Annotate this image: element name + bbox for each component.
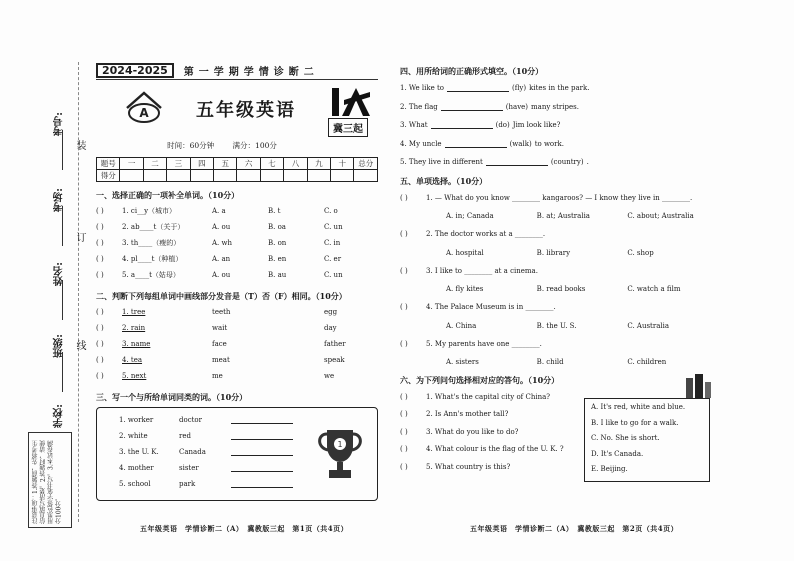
section3-title: 三、写一个与所给单词同类的词。（10分） — [96, 392, 248, 402]
section4-item — [400, 153, 718, 172]
question-text: 3. I like to ________ at a cinema. — [426, 266, 538, 275]
score-input-cell[interactable] — [307, 170, 330, 182]
question-cell — [96, 206, 212, 216]
answer-blank[interactable] — [445, 140, 507, 148]
answer-paren[interactable]: ( ) — [96, 255, 104, 263]
answer-paren[interactable]: ( ) — [96, 308, 104, 316]
section5-item — [400, 262, 718, 281]
score-input-cell[interactable] — [237, 170, 260, 182]
option-c: C. watch a film — [627, 285, 681, 293]
word-a: 1. tree — [122, 308, 146, 316]
word-c: speak — [324, 356, 345, 364]
answer-paren[interactable]: ( ) — [400, 230, 408, 239]
example-word: sister — [179, 464, 199, 472]
option-c: C. Australia — [627, 321, 670, 330]
section5-options — [400, 317, 718, 335]
option-c: C. in — [324, 239, 341, 247]
word-b: face — [212, 340, 227, 348]
question-text: 1. ci__y（城市） — [122, 207, 177, 215]
question-text: 2. Is Ann's mother tall? — [426, 410, 509, 419]
example-word: Canada — [179, 448, 206, 456]
section2-item — [96, 304, 388, 320]
word-b: meat — [212, 356, 230, 364]
score-input-cell[interactable] — [354, 170, 378, 182]
section6-answer-box — [584, 398, 710, 482]
footer-left: 五年级英语 学情诊断二（A） 冀教版三起 第1页（共4页） — [140, 524, 349, 533]
example-word: park — [179, 480, 196, 488]
sentence-start: 1. We like to — [400, 84, 445, 93]
option-b: B. on — [268, 239, 287, 247]
score-input-cell[interactable] — [331, 170, 354, 182]
score-input-cell[interactable] — [120, 170, 143, 182]
section4-item — [400, 135, 718, 154]
section5-options — [400, 280, 718, 298]
answer-option: D. It's Canada. — [591, 449, 644, 458]
answer-paren[interactable]: ( ) — [96, 223, 104, 231]
score-label-cell: 得分 — [97, 170, 120, 182]
question-text: 5. What country is this? — [426, 462, 511, 471]
score-header-cell: 九 — [307, 158, 330, 170]
answer-option: C. No. She is short. — [591, 434, 660, 442]
binding-mark: 装 — [74, 140, 85, 150]
sentence-end: Jim look like? — [512, 121, 561, 130]
score-header-cell: 一 — [120, 158, 143, 170]
word-b: teeth — [212, 308, 231, 316]
answer-paren[interactable]: ( ) — [400, 303, 408, 312]
answer-paren[interactable]: ( ) — [96, 372, 104, 380]
score-input-cell[interactable] — [143, 170, 166, 182]
score-value-row — [97, 170, 378, 182]
section5-title: 五、单项选择。（10分） — [400, 175, 488, 186]
word-b: wait — [212, 324, 228, 332]
answer-blank[interactable] — [447, 84, 509, 92]
score-header-cell: 四 — [190, 158, 213, 170]
edition-badge: 冀三起 — [328, 118, 368, 137]
answer-line[interactable] — [231, 416, 293, 424]
given-word: 2. white — [119, 432, 148, 440]
question-cell — [96, 372, 212, 380]
binding-underline — [62, 352, 63, 392]
score-header-cell: 七 — [260, 158, 283, 170]
option-a: A. ou — [212, 271, 231, 279]
option-b: B. the U. S. — [536, 321, 577, 330]
answer-blank[interactable] — [431, 121, 493, 129]
option-a: A. sisters — [446, 358, 479, 366]
option-b: B. en — [268, 255, 287, 263]
answer-paren[interactable]: ( ) — [96, 356, 104, 364]
score-header-cell: 二 — [143, 158, 166, 170]
title-row — [96, 86, 388, 138]
right-page — [400, 66, 718, 476]
question-cell — [96, 324, 212, 332]
section5-item — [400, 225, 718, 244]
binding-field-exam-number: 考号: — [54, 112, 65, 136]
answer-line[interactable] — [231, 448, 293, 456]
answer-option: E. Beijing. — [591, 465, 628, 473]
answer-line[interactable] — [231, 432, 293, 440]
answer-paren[interactable]: ( ) — [400, 339, 408, 348]
exam-title: 第一学期学情诊断二 — [183, 66, 319, 78]
section5-item — [400, 189, 718, 208]
answer-option: A. It's red, white and blue. — [591, 403, 686, 411]
word-hint: (country) — [550, 158, 584, 167]
binding-field-school: 学校: — [54, 404, 65, 428]
grade-title: 五年级英语 — [196, 100, 296, 121]
option-a: A. hospital — [446, 248, 484, 257]
question-text: 4. What colour is the flag of the U. K. ? — [426, 445, 564, 454]
option-a: A. ou — [212, 223, 231, 231]
answer-paren[interactable]: ( ) — [400, 462, 408, 471]
score-input-cell[interactable] — [284, 170, 307, 182]
question-text: 3. th____（瘦的） — [122, 239, 181, 247]
section5-options — [400, 207, 718, 225]
option-a: A. fly kites — [446, 285, 484, 293]
word-c: egg — [324, 308, 338, 316]
question-cell — [96, 340, 212, 348]
section1-item — [96, 203, 388, 219]
section2-item — [96, 320, 388, 336]
section1-title: 一、选择正确的一项补全单词。（10分） — [96, 190, 240, 200]
sentence-start: 3. What — [400, 121, 428, 130]
option-b: B. child — [536, 358, 564, 366]
question-text: 2. The doctor works at a ________. — [426, 230, 546, 239]
footer-right: 五年级英语 学情诊断二（A） 冀教版三起 第2页（共4页） — [470, 524, 679, 533]
binding-underline — [62, 280, 63, 320]
option-c: C. children — [627, 358, 667, 366]
answer-paren[interactable]: ( ) — [400, 427, 408, 436]
sentence-start: 5. They live in different — [400, 158, 483, 167]
score-header-cell: 十 — [331, 158, 354, 170]
option-b: B. read books — [536, 285, 586, 293]
score-header-cell: 三 — [167, 158, 190, 170]
time-row — [56, 140, 388, 151]
section5-list — [400, 189, 718, 372]
section6-title: 六、为下列问句选择相对应的答句。（10分） — [400, 375, 560, 385]
house-a-logo-icon — [123, 90, 165, 126]
option-a: A. in; Canada — [446, 212, 494, 220]
answer-paren[interactable]: ( ) — [400, 410, 408, 419]
full-score: 满分：100分 — [232, 141, 277, 150]
question-text: 2. ab____t（关于） — [122, 223, 185, 231]
word-hint: (have) — [505, 102, 529, 111]
option-b: B. t — [268, 207, 281, 215]
sentence-start: 2. The flag — [400, 102, 438, 111]
left-page — [96, 62, 388, 501]
section3-item — [119, 464, 359, 472]
school-year: 2024-2025 — [96, 63, 174, 78]
option-b: B. library — [536, 248, 571, 257]
answer-option: B. I like to go for a walk. — [591, 418, 679, 427]
answer-paren[interactable]: ( ) — [400, 193, 408, 202]
section3-box — [96, 407, 378, 501]
word-c: day — [324, 324, 337, 332]
section4-list — [400, 79, 718, 172]
sentence-end: . — [586, 158, 589, 167]
section1-item — [96, 251, 388, 267]
section3-item — [119, 480, 359, 488]
question-text: 1. — What do you know ________ kangaroos? — I know they live in ________. — [426, 193, 693, 202]
option-a: A. wh — [212, 239, 233, 247]
section3-item — [119, 432, 359, 440]
section2-list — [96, 304, 388, 384]
section2-item — [96, 336, 388, 352]
answer-paren[interactable]: ( ) — [96, 271, 104, 279]
word-a: 4. tea — [122, 356, 143, 364]
score-header-cell: 六 — [237, 158, 260, 170]
notice-box: 注意事项：1.答题前，先将考生信息填写清楚。2.答题时，请使用黑色签字笔书写。3.本试卷满分100分。 — [28, 432, 72, 528]
score-input-cell[interactable] — [190, 170, 213, 182]
score-header-cell: 八 — [284, 158, 307, 170]
option-c: C. un — [324, 223, 343, 231]
question-cell — [96, 254, 212, 264]
score-header-cell: 题号 — [97, 158, 120, 170]
section1-list — [96, 203, 388, 283]
question-text: 4. The Palace Museum is in ________. — [426, 303, 556, 312]
logo-letter: A — [139, 106, 149, 120]
question-cell — [96, 222, 212, 232]
binding-line — [78, 62, 79, 522]
section3-item — [119, 416, 359, 424]
option-a: A. an — [212, 255, 231, 263]
score-input-cell[interactable] — [214, 170, 237, 182]
word-hint: (walk) — [509, 139, 532, 148]
header-row — [96, 62, 388, 78]
answer-paren[interactable]: ( ) — [96, 207, 104, 215]
header-rule — [96, 79, 378, 80]
example-word: doctor — [179, 416, 202, 424]
option-c: C. shop — [627, 248, 654, 257]
score-header-cell: 总分 — [354, 158, 378, 170]
score-input-cell[interactable] — [167, 170, 190, 182]
answer-paren[interactable]: ( ) — [96, 239, 104, 247]
option-b: B. oa — [268, 223, 286, 231]
word-a: 3. name — [122, 340, 151, 348]
answer-blank[interactable] — [441, 103, 503, 111]
option-b: B. au — [268, 271, 287, 279]
sentence-start: 4. My uncle — [400, 139, 442, 148]
exam-time: 时间：60分钟 — [167, 141, 215, 150]
section1-item — [96, 235, 388, 251]
binding-field-name: 姓名: — [54, 262, 65, 286]
option-b: B. at; Australia — [536, 212, 590, 220]
given-word: 1. worker — [119, 416, 154, 424]
section5-options — [400, 353, 718, 371]
question-text: 3. What do you like to do? — [426, 427, 519, 436]
word-hint: (fly) — [512, 84, 527, 93]
answer-line[interactable] — [231, 464, 293, 472]
answer-paren[interactable]: ( ) — [96, 324, 104, 332]
question-text: 1. What's the capital city of China? — [426, 392, 551, 401]
answer-paren[interactable]: ( ) — [400, 392, 408, 401]
section4-item — [400, 79, 718, 98]
given-word: 3. the U. K. — [119, 448, 159, 456]
binding-mark: 线 — [74, 340, 85, 350]
section4-item — [400, 98, 718, 117]
option-c: C. about; Australia — [627, 212, 694, 220]
score-table — [96, 157, 378, 182]
binding-field-exam-room: 考场: — [54, 188, 65, 212]
given-word: 5. school — [119, 480, 151, 488]
word-a: 5. next — [122, 372, 147, 380]
binding-field-class: 班级: — [54, 334, 65, 358]
word-a: 2. rain — [122, 324, 146, 332]
score-header-row — [97, 158, 378, 170]
binding-underline — [62, 206, 63, 246]
score-input-cell[interactable] — [260, 170, 283, 182]
option-a: A. China — [446, 321, 477, 330]
section4-item — [400, 116, 718, 135]
example-word: red — [179, 432, 191, 440]
binding-mark: 订 — [74, 232, 85, 242]
answer-paren[interactable]: ( ) — [96, 340, 104, 348]
section5-options — [400, 244, 718, 262]
svg-text:1: 1 — [337, 440, 343, 449]
option-c: C. un — [324, 271, 343, 279]
section1-item — [96, 219, 388, 235]
sentence-end: kites in the park. — [529, 84, 590, 93]
score-header-cell: 五 — [214, 158, 237, 170]
answer-blank[interactable] — [486, 158, 548, 166]
answer-line[interactable] — [231, 480, 293, 488]
question-cell — [96, 270, 212, 280]
word-hint: (do) — [495, 121, 510, 130]
section5-item — [400, 298, 718, 317]
question-cell — [96, 356, 212, 364]
section2-item — [96, 368, 388, 384]
option-c: C. er — [324, 255, 342, 263]
question-cell — [96, 238, 212, 248]
section2-item — [96, 352, 388, 368]
publisher-logo-icon — [330, 86, 374, 118]
word-c: we — [324, 372, 335, 380]
section1-item — [96, 267, 388, 283]
word-b: me — [212, 372, 223, 380]
question-cell — [96, 308, 212, 316]
option-a: A. a — [212, 207, 226, 215]
sentence-end: to work. — [534, 139, 564, 148]
answer-paren[interactable]: ( ) — [400, 445, 408, 454]
answer-paren[interactable]: ( ) — [400, 266, 408, 275]
question-text: 5. My parents have one ________. — [426, 339, 542, 348]
word-c: father — [324, 340, 346, 348]
section4-title: 四、用所给词的正确形式填空。（10分） — [400, 66, 544, 76]
section2-title: 二、判断下列每组单词中画线部分发音是（T）否（F）相同。（10分） — [96, 291, 347, 301]
question-text: 4. pl____t（种植） — [122, 255, 183, 263]
books-icon — [682, 372, 718, 398]
section3-item — [119, 448, 359, 456]
given-word: 4. mother — [119, 464, 154, 472]
option-c: C. o — [324, 207, 338, 215]
question-text: 5. a____t（姑母） — [122, 271, 180, 279]
section5-item — [400, 335, 718, 354]
sentence-end: many stripes. — [531, 102, 579, 111]
